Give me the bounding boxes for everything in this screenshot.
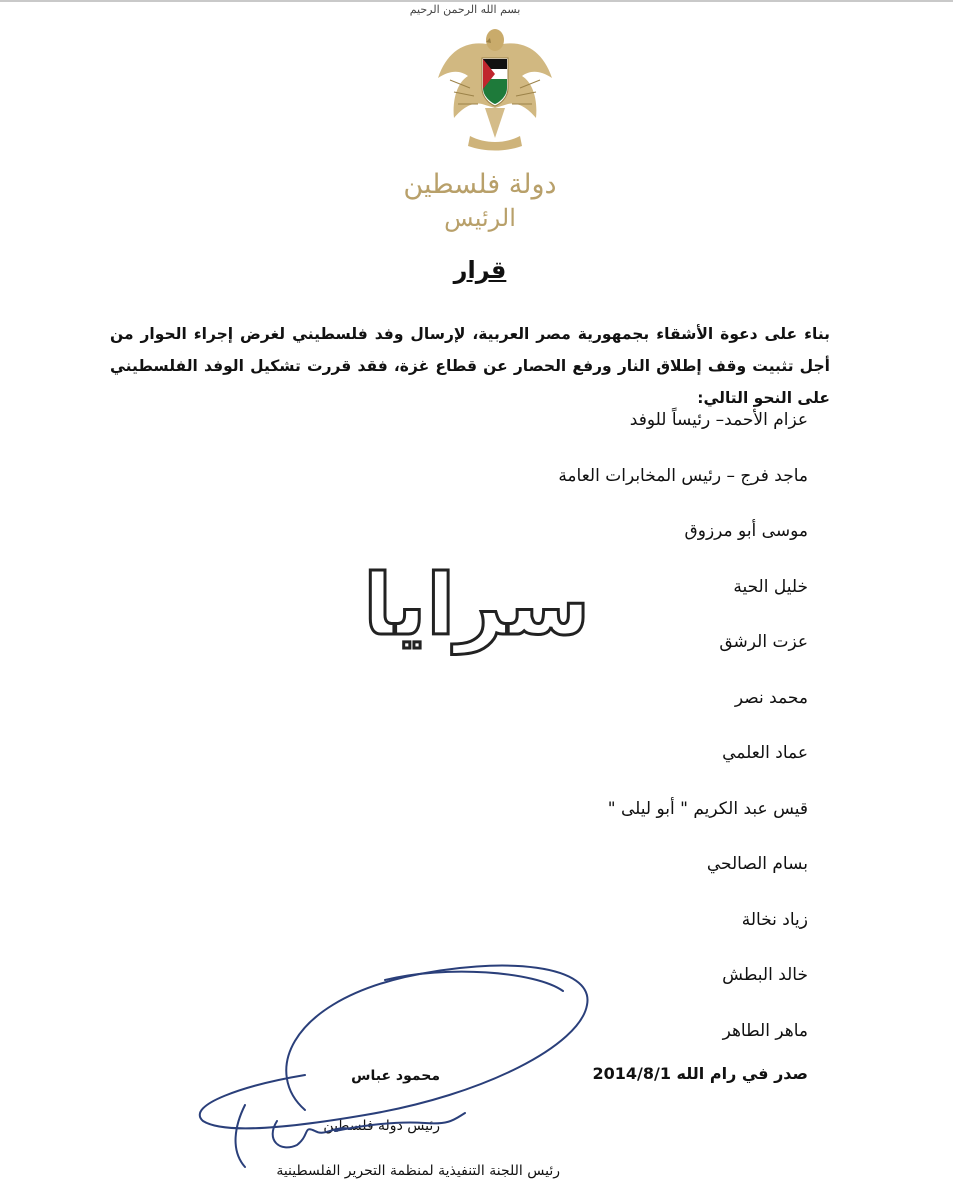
state-name: دولة فلسطين bbox=[403, 169, 557, 200]
list-item: محمد نصر bbox=[734, 687, 808, 708]
state-subtitle: الرئيس bbox=[444, 204, 516, 232]
list-item: عماد العلمي bbox=[722, 743, 808, 763]
list-item: عزام الأحمد– رئيساً للوفد bbox=[629, 410, 808, 430]
list-item: ماجد فرج – رئيس المخابرات العامة bbox=[558, 465, 808, 486]
list-item: ماهر الطاهر bbox=[722, 1020, 808, 1041]
list-item: موسى أبو مرزوق bbox=[684, 521, 808, 541]
list-item: قيس عبد الكريم " أبو ليلى " bbox=[607, 798, 808, 819]
palestine-eagle-emblem-icon bbox=[430, 18, 560, 158]
signer-title-plo: رئيس اللجنة التنفيذية لمنظمة التحرير الفلسطينية bbox=[276, 1163, 560, 1179]
list-item: بسام الصالحي bbox=[706, 854, 808, 874]
decision-preamble: بناء على دعوة الأشقاء بجمهورية مصر العربية، لإرسال وفد فلسطيني لغرض إجراء الحوار من أجل تثبيت وقف إطلاق النار ورفع الحصار عن قطاع غزة، فقد قررت تشكيل الوفد الفلسطيني على النحو التالي: bbox=[110, 325, 830, 407]
list-item: عزت الرشق bbox=[719, 632, 808, 652]
list-item: خليل الحية bbox=[733, 576, 808, 597]
signer-title: رئيس دولة فلسطين bbox=[323, 1118, 440, 1134]
basmala: بسم الله الرحمن الرحيم bbox=[409, 3, 521, 16]
handwritten-signature-icon bbox=[185, 935, 605, 1200]
decision-title: قرار bbox=[453, 256, 507, 284]
list-item: زياد نخالة bbox=[741, 909, 808, 930]
watermark: سرايا bbox=[363, 556, 590, 654]
signer-name: محمود عباس bbox=[351, 1068, 440, 1084]
list-item: خالد البطش bbox=[722, 965, 808, 985]
page-top-border bbox=[0, 0, 953, 2]
issue-place-date: صدر في رام الله 2014/8/1 bbox=[592, 1064, 808, 1083]
